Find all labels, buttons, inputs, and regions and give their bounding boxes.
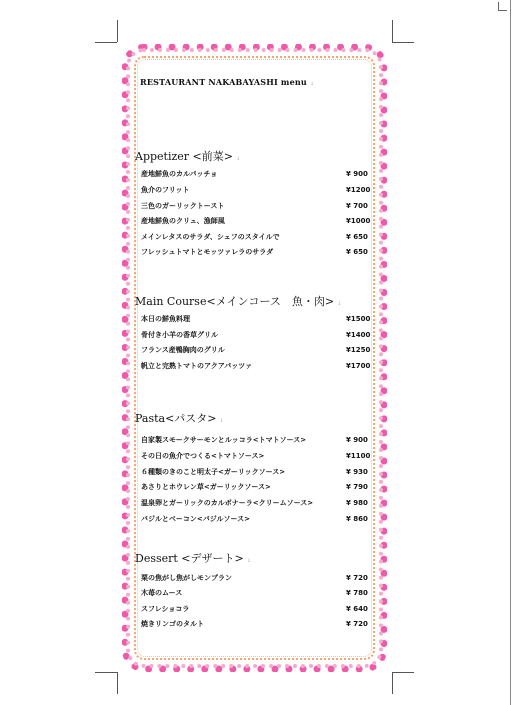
- item-price: ¥ 790: [346, 483, 368, 491]
- menu-title: RESTAURANT NAKABAYASHI menu ↓: [140, 77, 315, 87]
- item-name: 自家製スモークサーモンとルッコラ<トマトソース>: [141, 436, 307, 444]
- item-price: ¥1500: [346, 315, 371, 323]
- item-name: 焼きリンゴのタルト: [141, 620, 204, 628]
- item-price: ¥ 900: [346, 170, 368, 178]
- item-price: ¥1400: [346, 331, 371, 339]
- menu-item: [141, 603, 376, 615]
- item-price: ¥1100: [346, 452, 371, 460]
- item-name: 帆立と完熟トマトのアクアパッツァ: [141, 362, 253, 370]
- item-price: ¥ 860: [346, 515, 368, 523]
- item-name: 本日の鮮魚料理: [141, 315, 190, 323]
- item-name: あさりとホウレン草<ガーリックソース>: [141, 483, 271, 491]
- item-price: ¥ 640: [346, 605, 368, 613]
- menu-item: [141, 344, 376, 356]
- section-heading-pasta: Pasta<パスタ> ↓: [135, 412, 224, 425]
- menu-item: [141, 587, 376, 599]
- item-name: 産地鮮魚のクリュ、漁師風: [141, 217, 225, 225]
- item-price: ¥ 700: [346, 202, 368, 210]
- item-name: 三色のガーリックトースト: [141, 202, 225, 210]
- menu-item: [141, 200, 376, 212]
- menu-item: [141, 481, 376, 493]
- item-price: ¥ 720: [346, 574, 368, 582]
- item-name: 骨付き小羊の香草グリル: [141, 331, 218, 339]
- item-name: 栗の焦がし焦がしモンブラン: [141, 574, 232, 582]
- menu-item: [141, 434, 376, 446]
- item-name: その日の魚介でつくる<トマトソース>: [141, 452, 265, 460]
- menu-item: [141, 360, 376, 372]
- menu-item: [141, 215, 376, 227]
- item-price: ¥ 900: [346, 436, 368, 444]
- menu-item: [141, 329, 376, 341]
- item-name: フランス産鴨胸肉のグリル: [141, 346, 225, 354]
- menu-item: [141, 313, 376, 325]
- item-price: ¥ 650: [346, 233, 368, 241]
- menu-item: [141, 246, 376, 258]
- item-name: 温泉卵とガーリックのカルボナーラ<クリームソース>: [141, 499, 314, 507]
- menu-title-text: RESTAURANT NAKABAYASHI menu: [140, 77, 307, 87]
- item-price: ¥1250: [346, 346, 371, 354]
- item-price: ¥1000: [346, 217, 371, 225]
- item-price: ¥1200: [346, 186, 371, 194]
- menu-item: [141, 572, 376, 584]
- item-name: メインレタスのサラダ、シェフのスタイルで: [141, 233, 280, 241]
- menu-item: [141, 618, 376, 630]
- item-price: ¥ 720: [346, 620, 368, 628]
- item-price: ¥ 930: [346, 468, 368, 476]
- section-heading-appetizer: Appetizer <前菜> ↓: [135, 150, 241, 163]
- item-name: スフレショコラ: [141, 605, 190, 613]
- menu-item: [141, 466, 376, 478]
- section-heading-main-course: Main Course<メインコース 魚・肉> ↓: [135, 295, 342, 308]
- section-heading-dessert: Dessert <デザート> ↓: [135, 552, 251, 565]
- item-name: ６種類のきのこと明太子<ガーリックソース>: [141, 468, 286, 476]
- item-price: ¥ 980: [346, 499, 368, 507]
- item-price: ¥ 650: [346, 248, 368, 256]
- item-name: 産地鮮魚のカルパッチョ: [141, 170, 218, 178]
- item-price: ¥ 780: [346, 589, 368, 597]
- menu-item: [141, 450, 376, 462]
- menu-item: [141, 184, 376, 196]
- menu-item: [141, 168, 376, 180]
- item-name: 魚介のフリット: [141, 186, 190, 194]
- item-price: ¥1700: [346, 362, 371, 370]
- menu-item: [141, 231, 376, 243]
- menu-item: [141, 497, 376, 509]
- item-name: フレッシュトマトとモッツァレラのサラダ: [141, 248, 274, 256]
- item-name: バジルとベーコン<バジルソース>: [141, 515, 251, 523]
- menu-item: [141, 513, 376, 525]
- item-name: 木苺のムース: [141, 589, 183, 597]
